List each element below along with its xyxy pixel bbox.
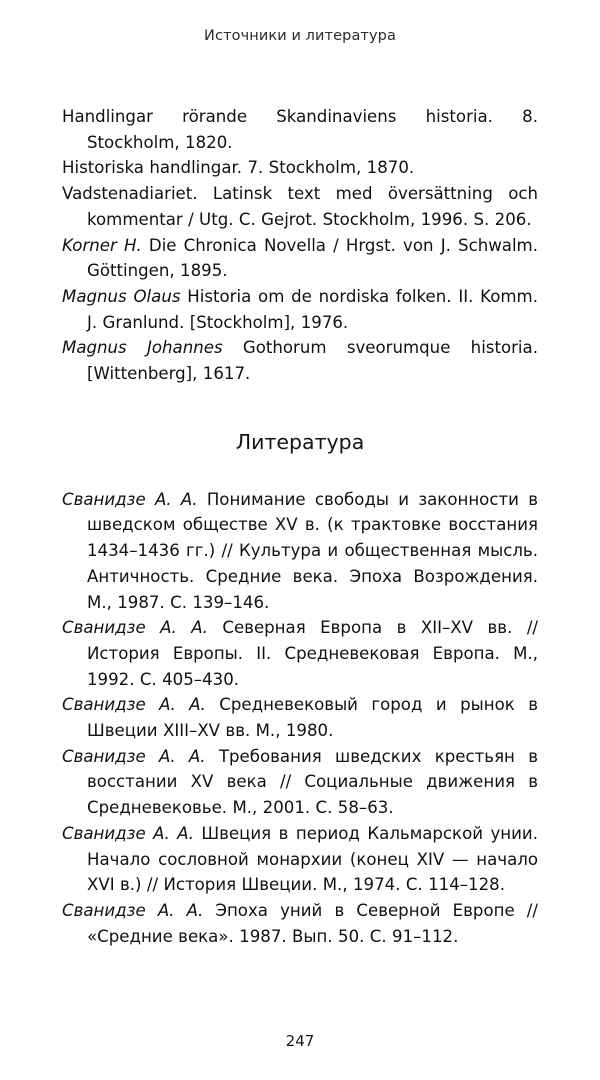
entry-text: Понимание свободы и законности в шведском обществе XV в. (к трактовке восстания 1434–1436 гг.) // Культура и общественная мысль. Античность. Средние века. Эпоха Возрождения. М., 1987. С. 139–146. xyxy=(87,489,538,612)
bibliography-entry xyxy=(62,233,538,284)
page-content xyxy=(62,104,538,949)
entry-text: Die Chronica Novella / Hrgst. von J. Schwalm. Göttingen, 1895. xyxy=(87,235,538,281)
bibliography-entry xyxy=(62,155,538,181)
bibliography-entry xyxy=(62,181,538,232)
entry-text: Средневековый город и рынок в Швеции XIII–XV вв. М., 1980. xyxy=(87,695,538,741)
entry-text: Handlingar rörande Skandinaviens historia. 8. Stockholm, 1820. xyxy=(62,107,538,152)
entry-author: Сванидзе А. А. xyxy=(62,823,194,843)
page-number: 247 xyxy=(285,1032,315,1050)
entry-text: Gothorum sveorumque historia. [Wittenberg], 1617. xyxy=(87,338,538,384)
bibliography-entry xyxy=(62,335,538,386)
entry-text: Эпоха уний в Северной Европе // «Средние века». 1987. Вып. 50. С. 91–112. xyxy=(87,900,538,946)
bibliography-entry xyxy=(62,104,538,155)
bibliography-entry xyxy=(62,284,538,335)
entry-author: Korner H. xyxy=(62,235,142,255)
entry-author: Сванидзе А. А. xyxy=(62,746,206,766)
entry-author: Сванидзе А. А. xyxy=(62,489,198,509)
entry-text: Северная Европа в XII–XV вв. // История Европы. II. Средневековая Европа. М., 1992. С. 405–430. xyxy=(87,618,538,689)
section-heading-literature: Литература xyxy=(235,429,365,454)
entry-author: Сванидзе А. А. xyxy=(62,618,208,638)
entry-text: Швеция в период Кальмарской унии. Начало сословной монархии (конец XIV — начало XVI в.) // История Швеции. М., 1974. С. 114–128. xyxy=(87,823,538,895)
entry-author: Сванидзе А. А. xyxy=(62,695,206,715)
running-head: Источники и литература xyxy=(204,28,396,44)
entry-author: Сванидзе А. А. xyxy=(62,900,204,920)
bibliography-entry xyxy=(62,487,538,616)
entry-text: Historiska handlingar. 7. Stockholm, 1870. xyxy=(62,158,415,178)
bibliography-entry xyxy=(62,821,538,898)
literature-bibliography-list xyxy=(62,487,538,950)
bibliography-entry xyxy=(62,615,538,692)
bibliography-entry xyxy=(62,744,538,821)
entry-text: Historia om de nordiska folken. II. Komm. J. Granlund. [Stockholm], 1976. xyxy=(87,286,538,332)
entry-text: Vadstenadiariet. Latinsk text med översättning och kommentar / Utg. C. Gejrot. Stockholm, 1996. S. 206. xyxy=(62,184,538,229)
sources-bibliography-list xyxy=(62,104,538,387)
bibliography-entry xyxy=(62,692,538,743)
entry-author: Magnus Olaus xyxy=(62,286,181,306)
entry-author: Magnus Johannes xyxy=(62,338,223,358)
bibliography-entry xyxy=(62,898,538,949)
entry-text: Требования шведских крестьян в восстании XV века // Социальные движения в Средневековье. М., 2001. С. 58–63. xyxy=(87,746,538,818)
spacer xyxy=(62,387,538,429)
spacer xyxy=(62,455,538,487)
